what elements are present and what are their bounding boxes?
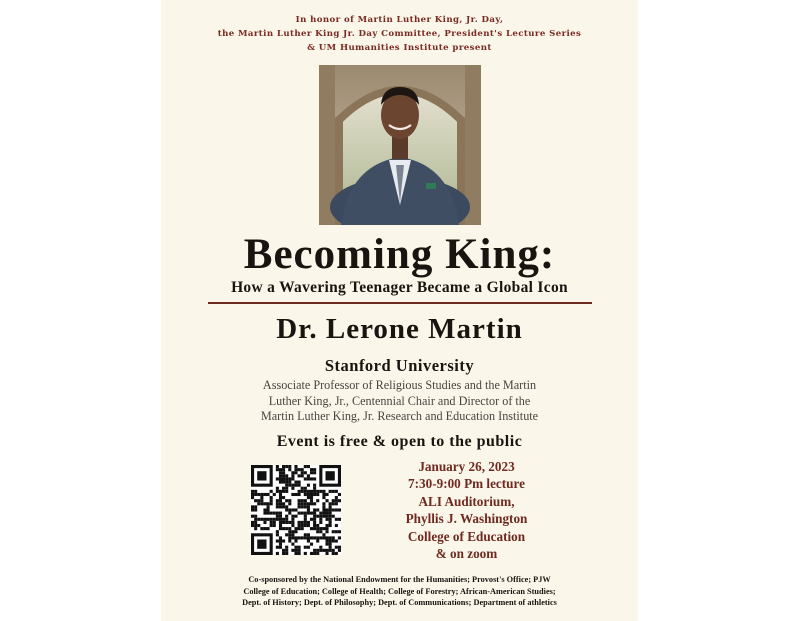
event-zoom-note: & on zoom <box>435 546 498 562</box>
event-details <box>379 458 554 562</box>
speaker-photo <box>319 65 481 225</box>
header-line-3: & UM Humanities Institute present <box>307 43 492 53</box>
divider-rule <box>208 302 592 304</box>
free-admission-notice: Event is free & open to the public <box>276 433 523 450</box>
bio-line-3: Martin Luther King, Jr. Research and Education Institute <box>260 409 539 423</box>
header-line-2: the Martin Luther King Jr. Day Committee, President's Lecture Series <box>217 29 582 39</box>
sponsors-block <box>169 574 630 609</box>
qr-code[interactable] <box>251 465 341 555</box>
sponsors-line-3: Dept. of History; Dept. of Philosophy; Dept. of Communications; Department of athletics <box>242 598 557 607</box>
speaker-bio <box>201 378 598 425</box>
event-date: January 26, 2023 <box>418 459 515 474</box>
event-subtitle: How a Wavering Teenager Became a Global Icon <box>231 279 568 296</box>
event-venue: ALI Auditorium, <box>418 493 515 509</box>
event-title: Becoming King: <box>243 231 556 278</box>
event-poster <box>161 0 638 621</box>
bio-line-2: Luther King, Jr., Centennial Chair and Director of the <box>268 393 531 408</box>
event-time: 7:30-9:00 Pm lecture <box>408 476 525 492</box>
qr-code-image[interactable] <box>251 465 341 555</box>
header-line-1: In honor of Martin Luther King, Jr. Day, <box>295 15 504 25</box>
bio-line-1: Associate Professor of Religious Studies and the Martin <box>262 378 537 392</box>
speaker-portrait-image <box>319 65 481 225</box>
speaker-university: Stanford University <box>324 356 475 375</box>
speaker-name: Dr. Lerone Martin <box>276 313 523 345</box>
event-venue-line-2: Phyllis J. Washington <box>405 511 528 527</box>
sponsors-line-1: Co-sponsored by the National Endowment for the Humanities; Provost's Office; PJW <box>248 575 551 584</box>
sponsors-line-2: College of Education; College of Health; College of Forestry; African-American Studies; <box>243 586 556 596</box>
event-venue-line-3: College of Education <box>407 528 526 544</box>
